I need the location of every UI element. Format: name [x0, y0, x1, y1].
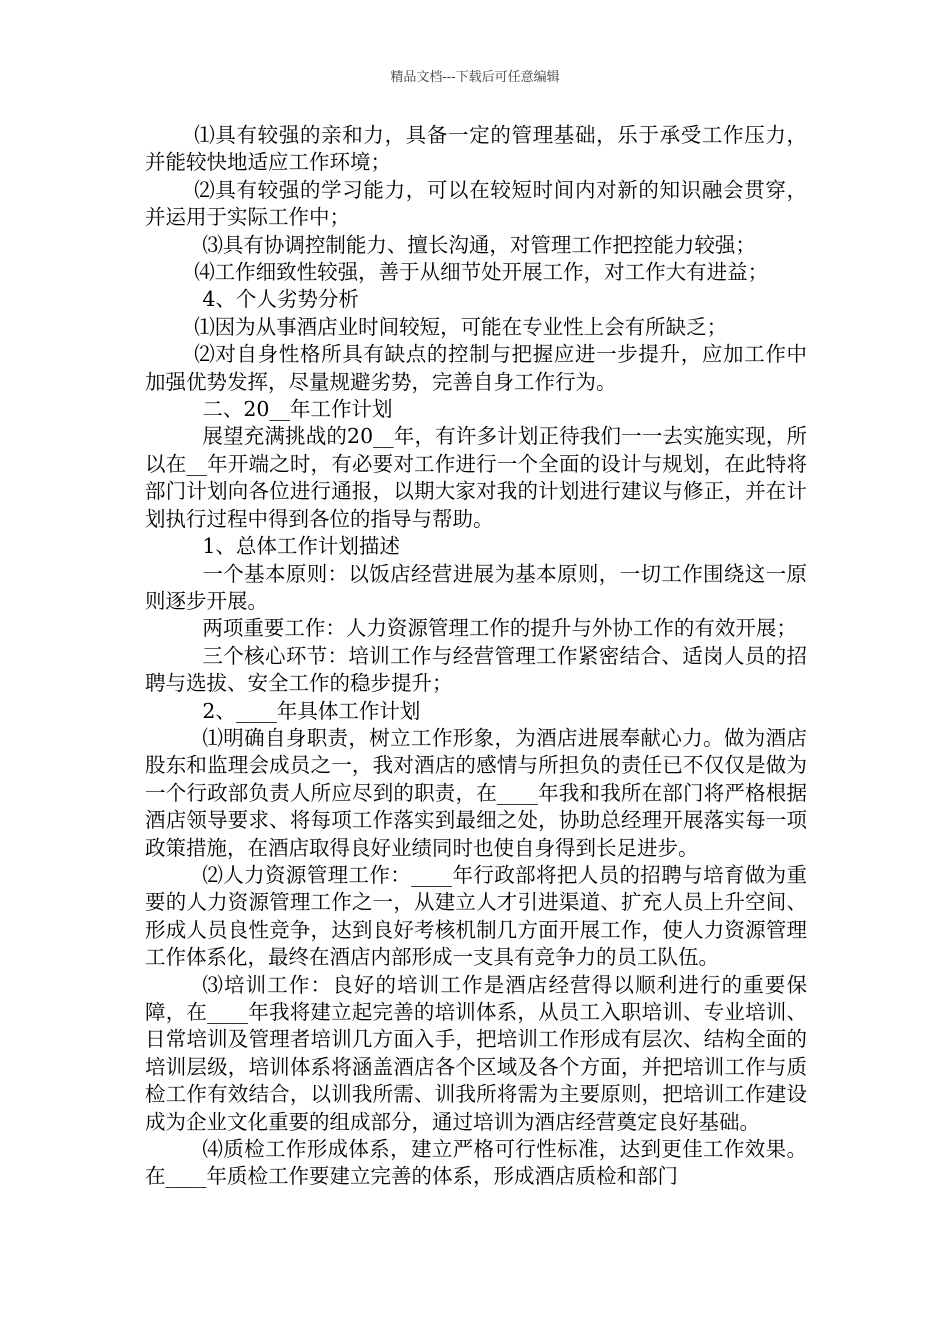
paragraph: ⑶具有协调控制能力、擅长沟通，对管理工作把控能力较强；	[202, 232, 756, 257]
section-heading: 1、总体工作计划描述	[202, 534, 400, 559]
paragraph: ⑷工作细致性较强，善于从细节处开展工作，对工作大有进益；	[194, 260, 769, 285]
paragraph: ⑴因为从事酒店业时间较短，可能在专业性上会有所缺乏；	[194, 314, 728, 339]
paragraph: ⑶培训工作：良好的培训工作是酒店经营得以顺利进行的重要保障，在____年我将建立起完善的培训体系，从员工入职培训、专业培训、日常培训及管理者培训几方面入手，把培训工作形成有层次、结构全面的培训层级，培训体系将涵盖酒店各个区域及各个方面，并把培训工作与质检工作有效结合，以训我所需、训我所将需为主要原则，把培训工作建设成为企业文化重要的组成部分，通过培训为酒店经营奠定良好基础。	[145, 972, 807, 1134]
section-heading: 4、个人劣势分析	[202, 287, 359, 312]
paragraph: 三个核心环节：培训工作与经营管理工作紧密结合、适岗人员的招聘与选拔、安全工作的稳步提升；	[145, 643, 807, 696]
paragraph: ⑵人力资源管理工作：____年行政部将把人员的招聘与培育做为重要的人力资源管理工作之一，从建立人才引进渠道、扩充人员上升空间、形成人员良性竞争，达到良好考核机制几方面开展工作，使人力资源管理工作体系化，最终在酒店内部形成一支具有竞争力的员工队伍。	[145, 862, 807, 970]
section-heading: 2、____年具体工作计划	[202, 698, 421, 723]
page-header: 精品文档---下载后可任意编辑	[390, 70, 560, 85]
paragraph: ⑷质检工作形成体系，建立严格可行性标准，达到更佳工作效果。在____年质检工作要建立完善的体系，形成酒店质检和部门	[145, 1137, 807, 1189]
paragraph: 展望充满挑战的20__年，有许多计划正待我们一一去实施实现，所以在__年开端之时，有必要对工作进行一个全面的设计与规划，在此特将部门计划向各位进行通报，以期大家对我的计划进行建议与修正，并在计划执行过程中得到各位的指导与帮助。	[145, 424, 807, 531]
paragraph: ⑵对自身性格所具有缺点的控制与把握应进一步提升，应加工作中加强优势发挥，尽量规避劣势，完善自身工作行为。	[145, 342, 807, 394]
section-heading: 二、20__年工作计划	[202, 397, 393, 422]
paragraph: 一个基本原则：以饭店经营进展为基本原则，一切工作围绕这一原则逐步开展。	[145, 561, 807, 613]
paragraph: ⑴具有较强的亲和力，具备一定的管理基础，乐于承受工作压力，并能较快地适应工作环境；	[145, 123, 807, 175]
paragraph: ⑴明确自身职责，树立工作形象，为酒店进展奉献心力。做为酒店股东和监理会成员之一，我对酒店的感情与所担负的责任已不仅仅是做为一个行政部负责人所应尽到的职责，在____年我和我所在部门将严格根据酒店领导要求、将每项工作落实到最细之处，协助总经理开展落实每一项政策措施，在酒店取得良好业绩同时也使自身得到长足进步。	[145, 725, 807, 860]
paragraph: 两项重要工作：人力资源管理工作的提升与外协工作的有效开展；	[202, 616, 797, 641]
paragraph: ⑵具有较强的学习能力，可以在较短时间内对新的知识融会贯穿，并运用于实际工作中；	[145, 177, 807, 230]
document-body	[145, 122, 807, 1191]
